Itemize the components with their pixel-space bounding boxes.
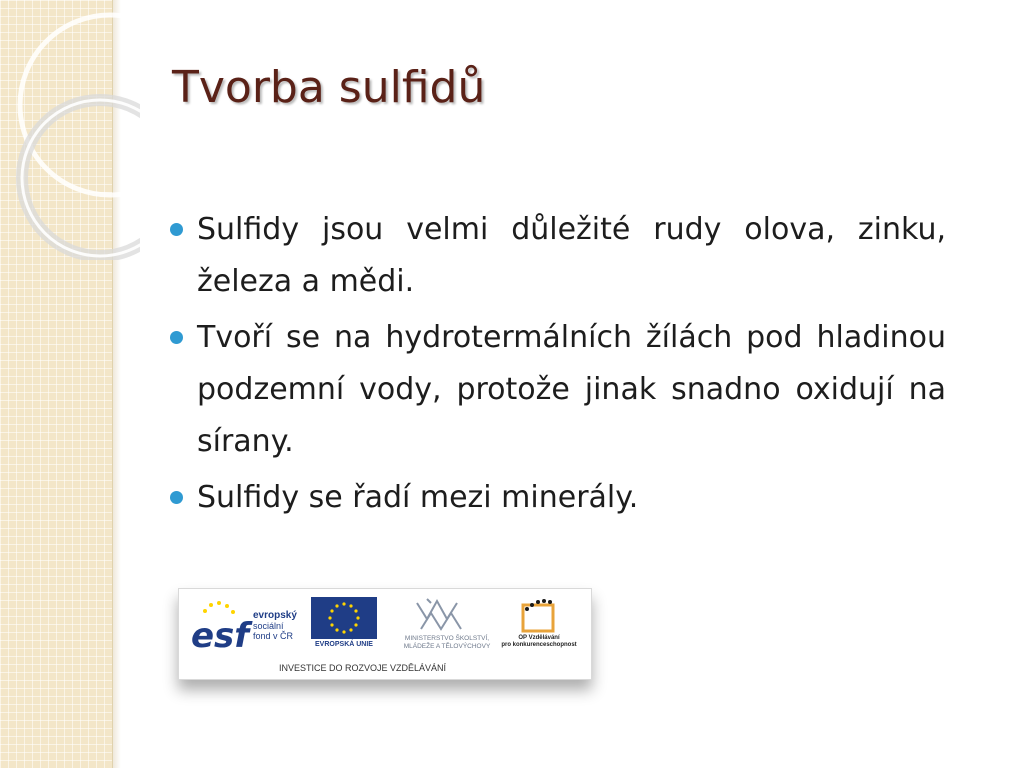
op-logo-icon bbox=[517, 597, 561, 635]
bullet-item bbox=[170, 472, 946, 524]
esf-logo-icon bbox=[191, 597, 253, 653]
msmt-line: MLÁDEŽE A TĚLOVÝCHOVY bbox=[403, 643, 491, 650]
msmt-line: MINISTERSTVO ŠKOLSTVÍ, bbox=[404, 635, 490, 642]
decorative-rings bbox=[0, 0, 140, 260]
bullet-text: Tvoří se na hydrotermálních žílách pod hladinou podzemní vody, protože jinak snadno oxidují na sírany. bbox=[197, 320, 946, 459]
bullet-dot-icon bbox=[170, 491, 183, 504]
op-line: OP Vzdělávání bbox=[518, 635, 560, 641]
slide-title: Tvorba sulfidů bbox=[172, 62, 486, 113]
bullet-dot-icon bbox=[170, 223, 183, 236]
bullet-text: Sulfidy se řadí mezi minerály. bbox=[197, 480, 639, 515]
bullet-list bbox=[170, 204, 946, 528]
op-label bbox=[501, 635, 577, 649]
msmt-logo-icon bbox=[411, 595, 471, 635]
bullet-item bbox=[170, 312, 946, 468]
esf-line: sociální bbox=[253, 621, 284, 631]
bullet-item bbox=[170, 204, 946, 308]
investment-tagline: INVESTICE DO ROZVOJE VZDĚLÁVÁNÍ bbox=[279, 663, 447, 673]
bullet-dot-icon bbox=[170, 331, 183, 344]
bullet-text: Sulfidy jsou velmi důležité rudy olova, zinku, železa a mědi. bbox=[197, 212, 946, 299]
esf-line: evropský bbox=[253, 610, 297, 621]
esf-mark: esf bbox=[191, 616, 250, 653]
op-line: pro konkurenceschopnost bbox=[501, 642, 577, 648]
eu-funding-logo-banner bbox=[178, 588, 592, 680]
esf-line: fond v ČR bbox=[253, 631, 294, 641]
msmt-label bbox=[397, 635, 497, 651]
esf-text bbox=[253, 611, 297, 641]
eu-flag-icon bbox=[311, 597, 377, 639]
eu-label: EVROPSKÁ UNIE bbox=[315, 641, 373, 648]
